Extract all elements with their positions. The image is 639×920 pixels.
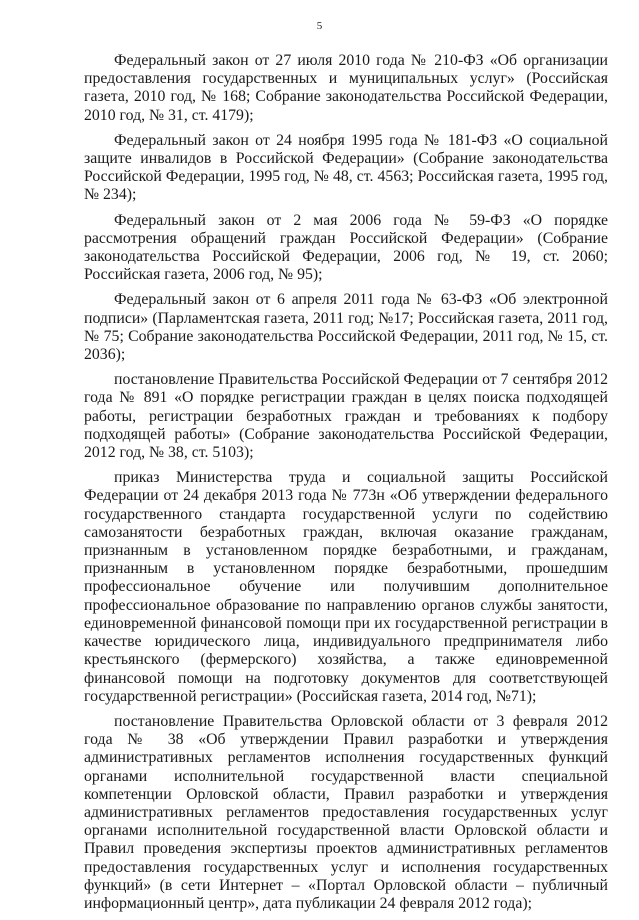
paragraph-law-59-fz: Федеральный закон от 2 мая 2006 года № 59-ФЗ «О порядке рассмотрения обращений граждан Российской Федерации» (Собрание законодательства Российской Федерации, 2006 год, № 19, ст. 2060; Российская газета, 2006 год, № 95); [84, 211, 608, 284]
paragraph-resolution-orel-38: постановление Правительства Орловской области от 3 февраля 2012 года № 38 «Об утверждении Правил разработки и утверждения административных регламентов исполнения государственных функций органами исполнительной государственной власти специальной компетенции Орловской области, Правил разработки и утверждения административных регламентов предоставления государственных услуг органами исполнительной государственной власти Орловской области и Правил проведения экспертизы проектов административных регламентов предоставления государственных услуг и исполнения государственных функций» (в сети Интернет – «Портал Орловской области – публичный информационный центр», дата публикации 24 февраля 2012 года); [84, 712, 608, 912]
document-body [84, 52, 608, 920]
paragraph-law-210-fz: Федеральный закон от 27 июля 2010 года № 210-ФЗ «Об организации предоставления государственных и муниципальных услуг» (Российская газета, 2010 год, № 168; Собрание законодательства Российской Федерации, 2010 год, № 31, ст. 4179); [84, 52, 608, 124]
paragraph-resolution-891: постановление Правительства Российской Федерации от 7 сентября 2012 года № 891 «О порядке регистрации граждан в целях поиска подходящей работы, регистрации безработных граждан и требованиях к подбору подходящей работы» (Собрание законодательства Российской Федерации, 2012 год, № 38, ст. 5103); [84, 371, 608, 462]
paragraph-law-63-fz: Федеральный закон от 6 апреля 2011 года № 63-ФЗ «Об электронной подписи» (Парламентская газета, 2011 год; №17; Российская газета, 2011 год, № 75; Собрание законодательства Российской Федерации, 2011 год, № 15, ст. 2036); [84, 291, 608, 364]
paragraph-law-181-fz: Федеральный закон от 24 ноября 1995 года № 181-ФЗ «О социальной защите инвалидов в Российской Федерации» (Собрание законодательства Российской Федерации, 1995 год, № 48, ст. 4563; Российская газета, 1995 год, № 234); [84, 131, 608, 204]
page-number: 5 [316, 20, 323, 32]
paragraph-order-773n: приказ Министерства труда и социальной защиты Российской Федерации от 24 декабря 2013 года № 773н «Об утверждении федерального государственного стандарта государственной услуги по содействию самозанятости безработных граждан, включая оказание гражданам, признанным в установленном порядке безработными, и гражданам, признанным в установленном порядке безработными, прошедшим профессиональное обучение или получившим дополнительное профессиональное образование по направлению органов службы занятости, единовременной финансовой помощи при их государственной регистрации в качестве юридического лица, индивидуального предпринимателя либо крестьянского (фермерского) хозяйства, а также единовременной финансовой помощи на подготовку документов для соответствующей государственной регистрации» (Российская газета, 2014 год, №71); [84, 469, 608, 705]
